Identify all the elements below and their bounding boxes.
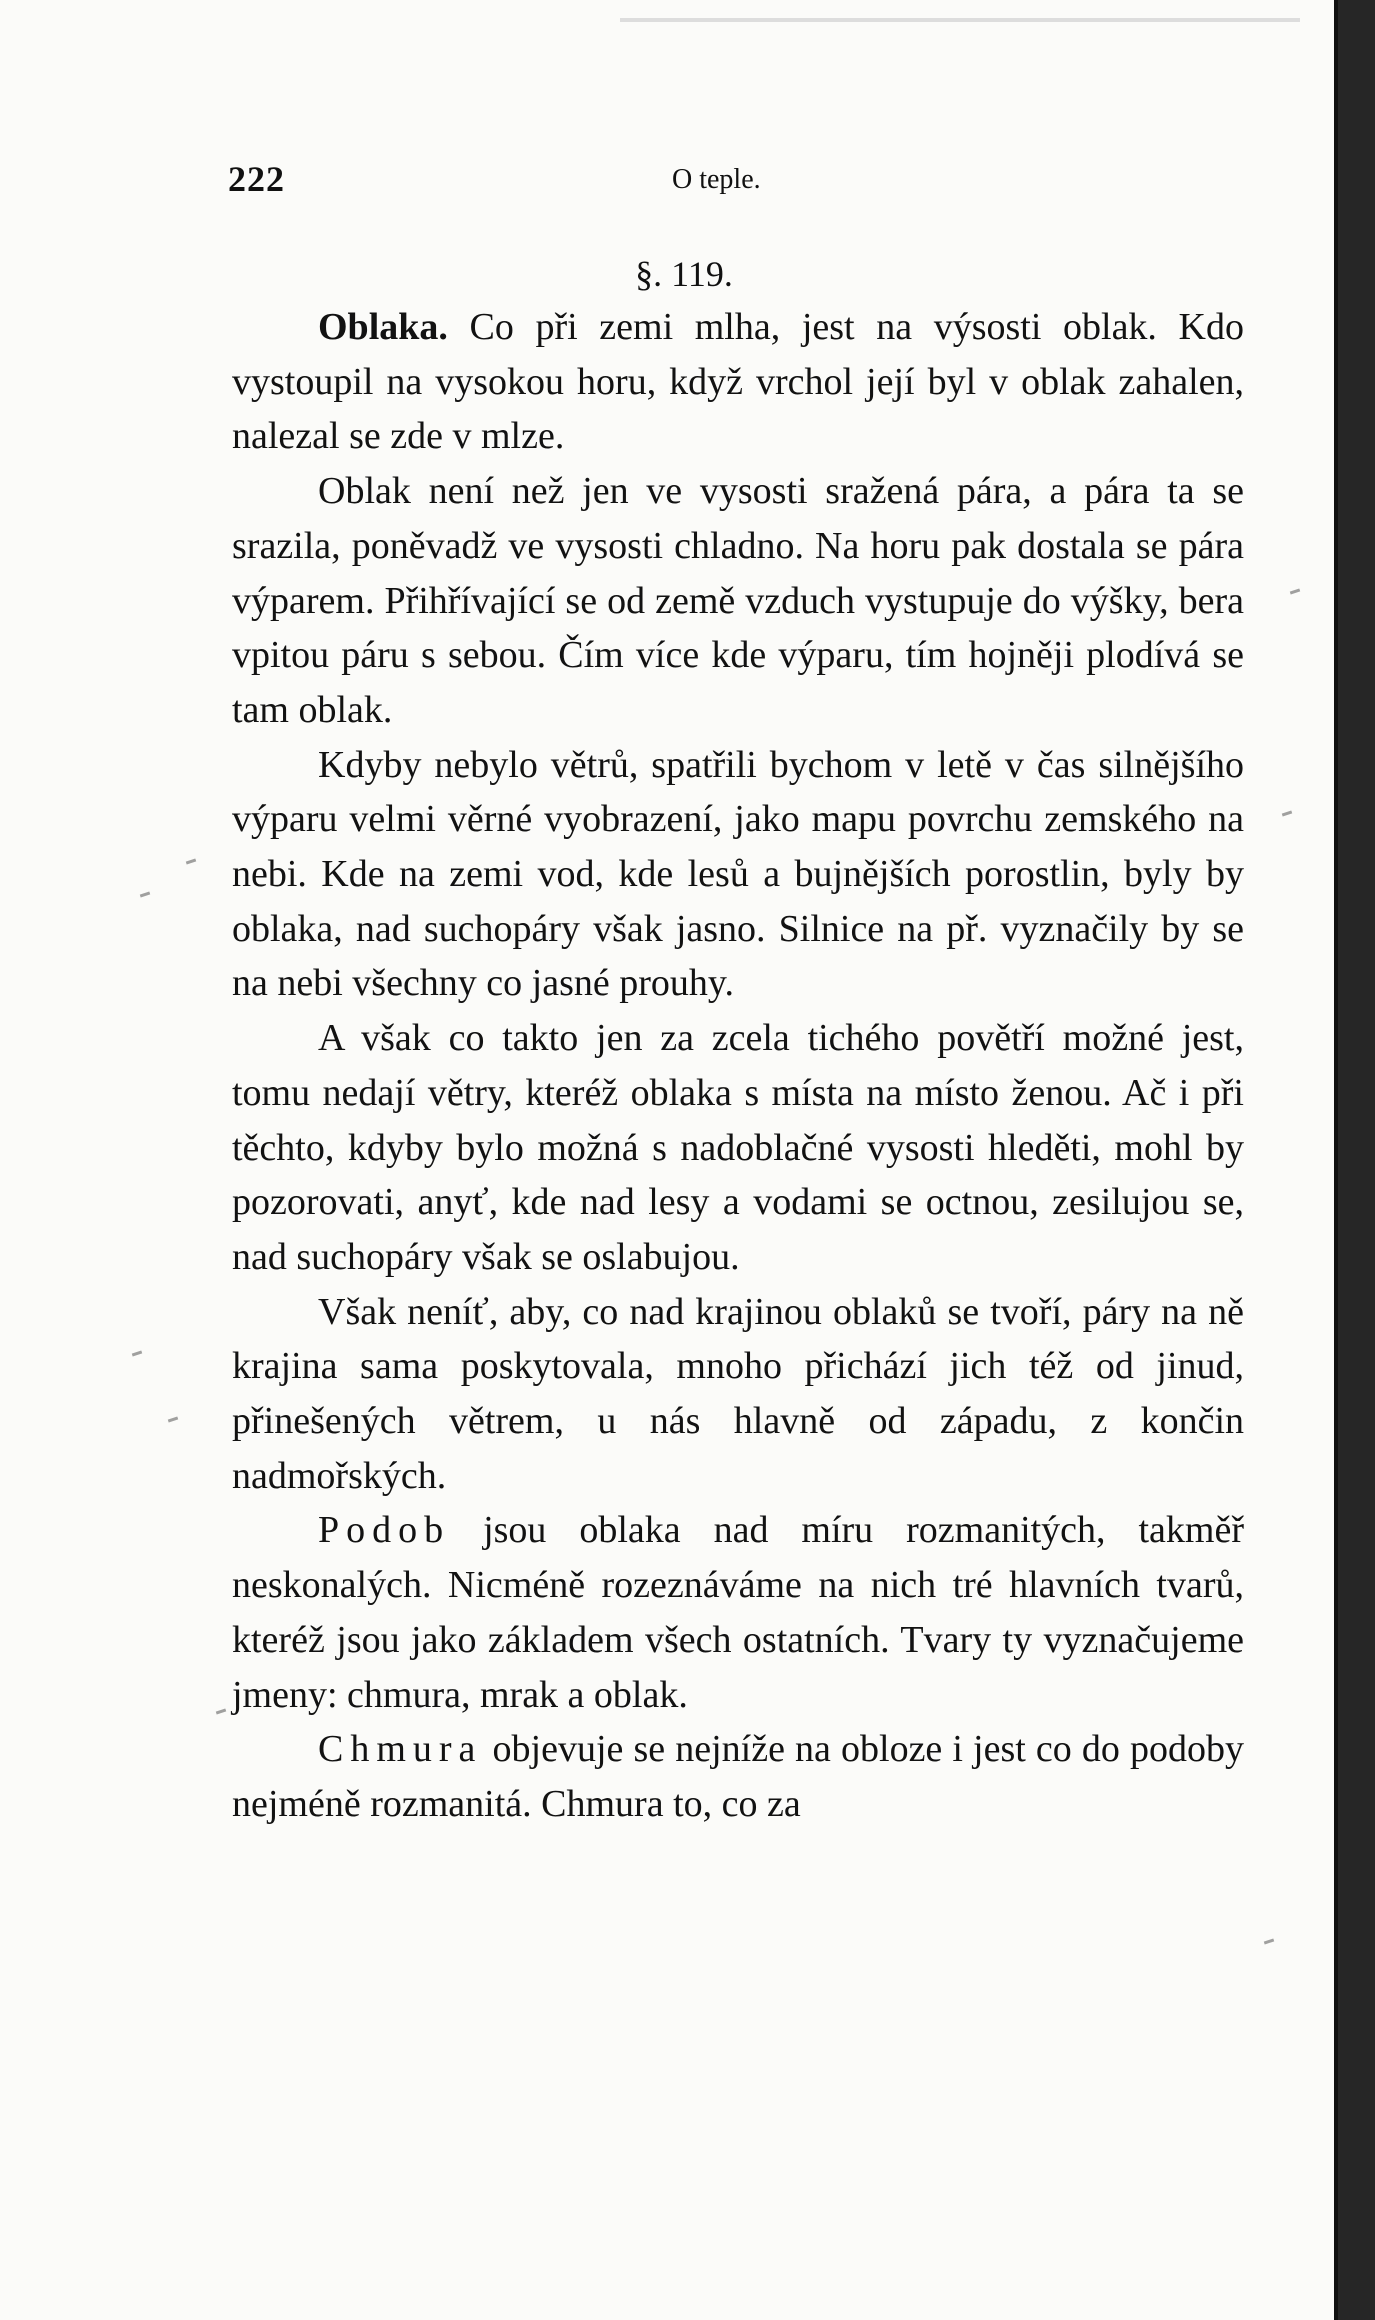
scan-speck (1282, 811, 1292, 817)
paragraph-podob (232, 1503, 1244, 1722)
spaced-term: Chmura (318, 1728, 483, 1771)
scan-speck (1264, 1939, 1274, 1945)
scan-speck (1290, 589, 1300, 595)
page-number: 222 (228, 159, 285, 199)
scan-speck (168, 1417, 178, 1423)
section-heading: §. 119. (635, 254, 733, 294)
scan-speck (132, 1351, 142, 1357)
paragraph-text-block (232, 738, 1244, 1012)
paragraph-text: A však co takto jen za zcela tichého povětří možné jest, tomu nedají větry, kteréž oblaka s místa na místo ženou. Ač i při těchto, kdyby bylo možná s nadoblačné vysosti hleděti, mohl by pozorovati, anyť, kde nad lesy a vodami se octnou, zesilujou se, nad suchopáry však se oslabujou. (232, 1017, 1244, 1278)
scan-speck (140, 892, 150, 898)
running-head (228, 158, 788, 218)
running-title: O teple. (672, 164, 761, 195)
body-text (232, 300, 1244, 1832)
scan-speck (186, 859, 196, 865)
run-in-heading: Oblaka. (318, 306, 448, 348)
spaced-term: Podob (318, 1509, 451, 1552)
paragraph-text-block (232, 1011, 1244, 1285)
paragraph-text: jsou oblaka nad míru rozmanitých, takměř neskonalých. Nicméně rozeznáváme na nich tré hlavních tvarů, kteréž jsou jako základem všech ostatních. Tvary ty vyznačujeme jmeny: chmura, mrak a oblak. (232, 1509, 1244, 1716)
paragraph-text: Kdyby nebylo větrů, spatřili bychom v letě v čas silnějšího výparu velmi věrné vyobrazení, jako mapu povrchu zemského na nebi. Kde na zemi vod, kde lesů a bujnějších porostlin, byly by oblaka, nad suchopáry však jasno. Silnice na př. vyznačily by se na nebi všechny co jasné prouhy. (232, 743, 1244, 1005)
paragraph-text: Oblak není než jen ve vysosti sražená pára, a pára ta se srazila, poněvadž ve vysosti chladno. Na horu pak dostala se pára výparem. Přihřívající se od země vzduch vystupuje do výšky, bera vpitou páru s sebou. Čím více kde výparu, tím hojněji plodívá se tam oblak. (232, 470, 1244, 731)
paragraph-text-block (232, 464, 1244, 738)
paragraph-chmura (232, 1722, 1244, 1831)
paragraph-text: Co při zemi mlha, jest na výsosti oblak. Kdo vystoupil na vysokou horu, když vrchol její byl v oblak zahalen, nalezal se zde v mlze. (232, 306, 1244, 458)
page-edge-shadow (620, 18, 1300, 22)
paragraph-text-block (232, 1285, 1244, 1504)
paragraph-oblaka (232, 300, 1244, 464)
scan-speck (216, 1709, 226, 1715)
paragraph-text: Však neníť, aby, co nad krajinou oblaků se tvoří, páry na ně krajina sama poskytovala, mnoho přichází jich též od jinud, přinešených větrem, u nás hlavně od západu, z končin nadmořských. (232, 1290, 1244, 1497)
paragraph-text: objevuje se nejníže na obloze i jest co do podoby nejméně rozmanitá. Chmura to, co za (232, 1728, 1244, 1825)
